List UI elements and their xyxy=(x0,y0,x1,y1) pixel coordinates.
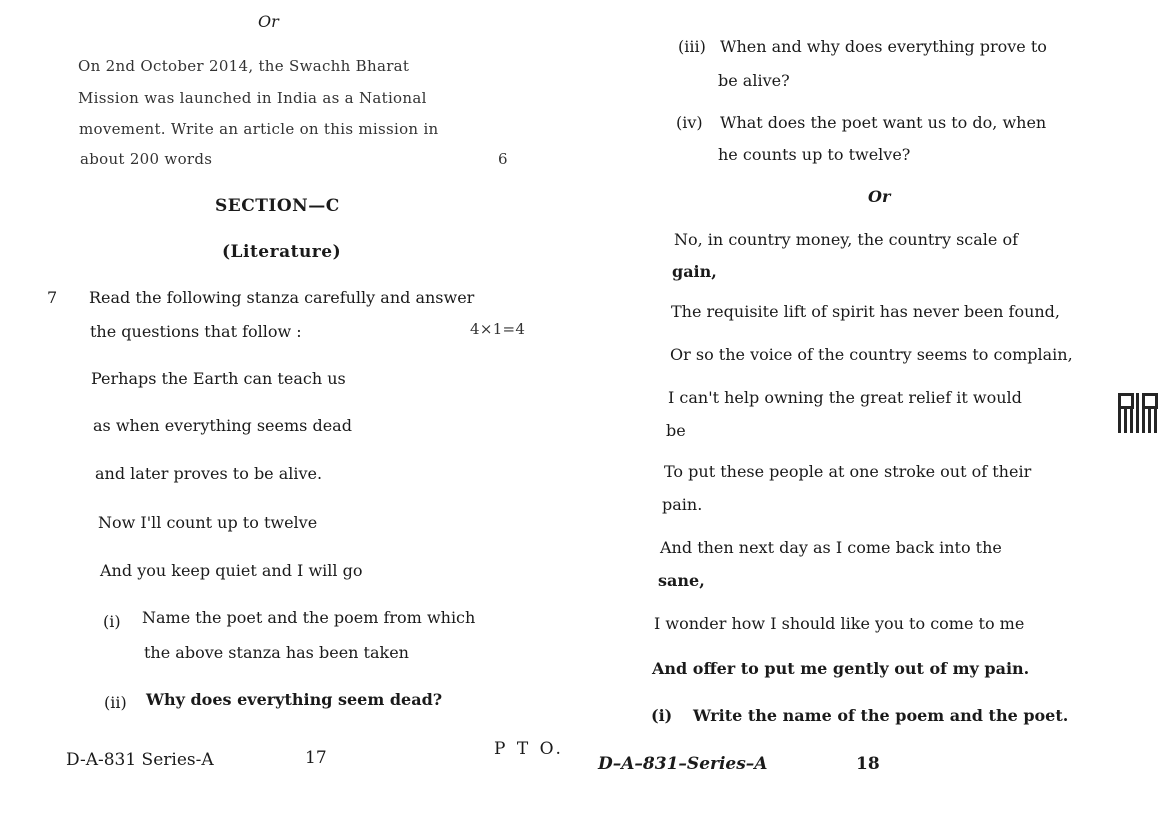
sub-question-number: (iv) xyxy=(676,113,703,132)
footer-code: D-A-831 Series-A xyxy=(66,750,214,770)
article-line: about 200 words xyxy=(80,150,213,168)
poem-line: No, in country money, the country scale of xyxy=(674,230,1019,249)
poem-line: gain, xyxy=(672,262,717,281)
poem-line: And offer to put me gently out of my pain. xyxy=(652,659,1030,678)
poem-line: And then next day as I come back into the xyxy=(660,538,1002,557)
poem-line: sane, xyxy=(658,571,705,590)
sub-question-line: the above stanza has been taken xyxy=(144,643,409,662)
sub-question-line: What does the poet want us to do, when xyxy=(720,113,1047,132)
pto-label: P T O. xyxy=(494,739,564,759)
article-line: On 2nd October 2014, the Swachh Bharat xyxy=(78,57,410,75)
sub-question-line: Name the poet and the poem from which xyxy=(142,608,476,627)
poem-line: I wonder how I should like you to come to me xyxy=(654,614,1025,633)
section-title: SECTION—C xyxy=(215,196,340,216)
right-page xyxy=(580,0,1169,827)
question-line: Read the following stanza carefully and answer xyxy=(89,288,475,307)
or-label: Or xyxy=(868,187,891,206)
article-line: movement. Write an article on this mission in xyxy=(79,120,439,138)
poem-line: To put these people at one stroke out of their xyxy=(664,462,1032,481)
stanza-line: And you keep quiet and I will go xyxy=(100,561,363,580)
question-line: Write the name of the poem and the poet. xyxy=(693,706,1069,725)
footer-code: D–A–831–Series–A xyxy=(598,754,768,774)
stanza-line: Now I'll count up to twelve xyxy=(98,513,318,532)
article-marks: 6 xyxy=(498,150,508,168)
question-line: the questions that follow : xyxy=(90,322,302,341)
poem-line: The requisite lift of spirit has never been found, xyxy=(671,302,1061,321)
stanza-line: as when everything seems dead xyxy=(93,416,352,435)
sub-question-line: he counts up to twelve? xyxy=(718,145,911,164)
footer-page-number: 17 xyxy=(305,748,327,768)
poem-line: pain. xyxy=(662,495,703,514)
sub-question-number: (i) xyxy=(103,612,121,631)
question-number: (i) xyxy=(651,706,673,725)
sub-question-number: (ii) xyxy=(104,693,127,712)
sub-question-line: Why does everything seem dead? xyxy=(146,690,443,709)
or-label: Or xyxy=(258,12,279,31)
stanza-line: and later proves to be alive. xyxy=(95,464,323,483)
qr-code-icon xyxy=(1118,393,1158,433)
section-subtitle: (Literature) xyxy=(222,242,342,262)
footer-page-number: 18 xyxy=(856,754,880,774)
poem-line: be xyxy=(666,421,686,440)
left-page xyxy=(0,0,580,827)
poem-line: I can't help owning the great relief it would xyxy=(668,388,1022,407)
sub-question-number: (iii) xyxy=(678,37,706,56)
sub-question-line: When and why does everything prove to xyxy=(720,37,1047,56)
article-line: Mission was launched in India as a National xyxy=(78,89,427,107)
sub-question-line: be alive? xyxy=(718,71,790,90)
poem-line: Or so the voice of the country seems to complain, xyxy=(670,345,1073,364)
stanza-line: Perhaps the Earth can teach us xyxy=(91,369,346,388)
question-marks: 4×1=4 xyxy=(470,320,526,338)
question-number: 7 xyxy=(47,288,58,307)
